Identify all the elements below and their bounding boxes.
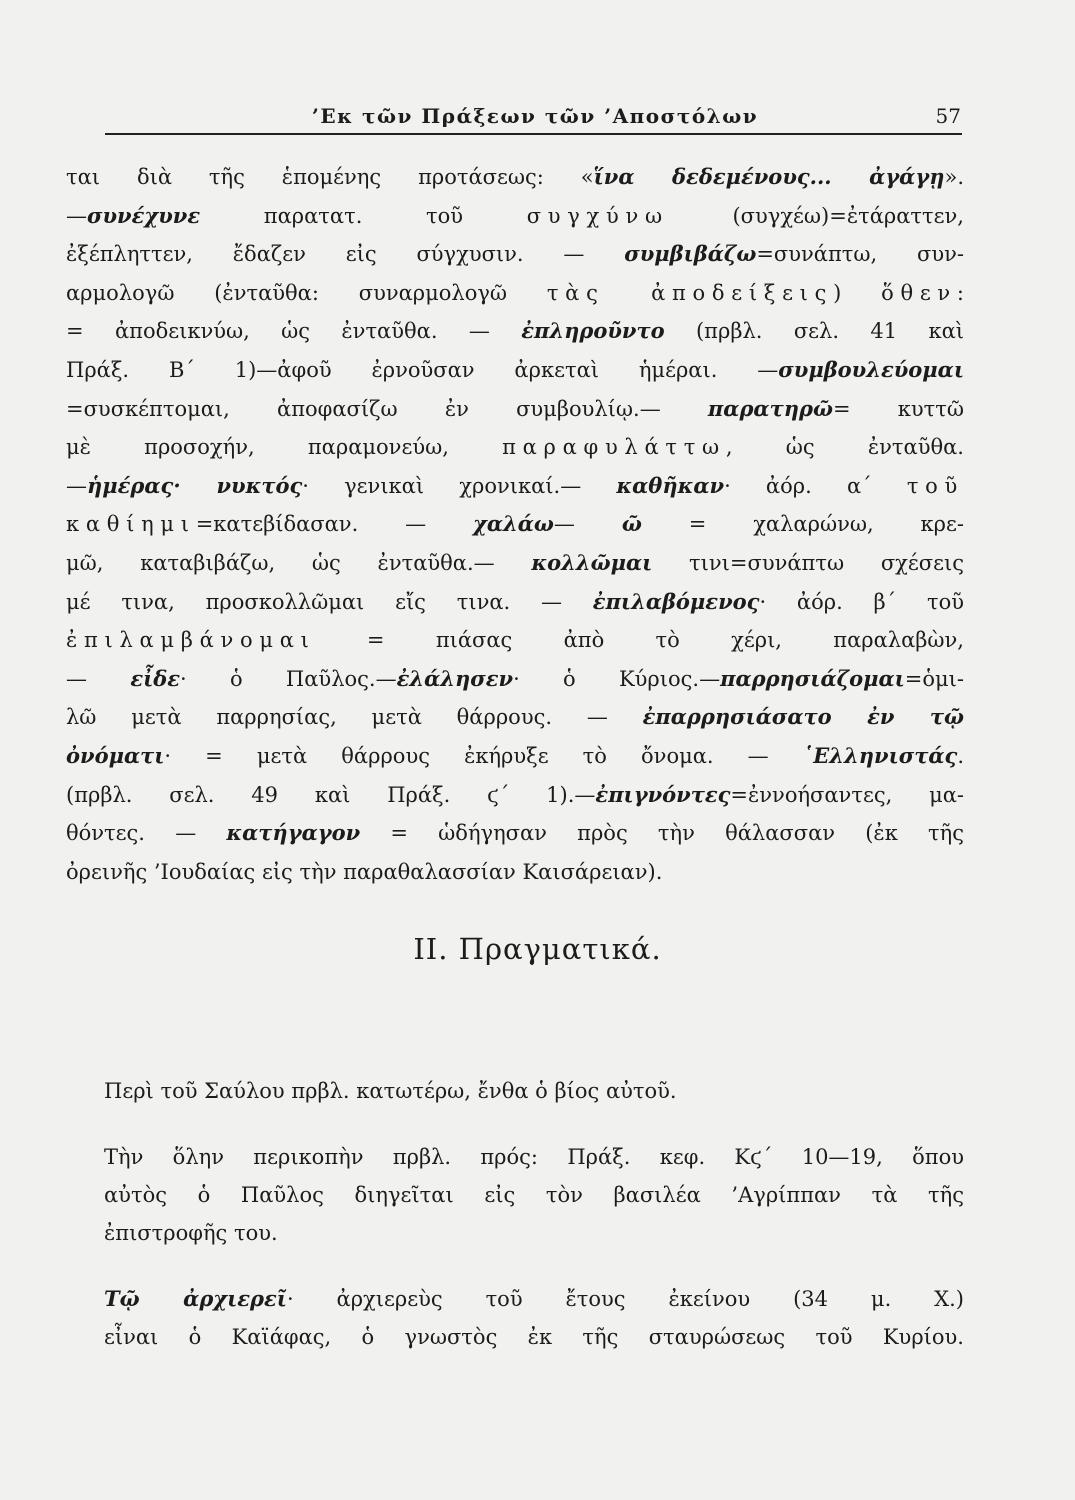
headword: ἐπιλαβόμενος — [592, 588, 760, 614]
paragraph-line — [104, 1280, 964, 1318]
headword: ἐπληροῦντο — [521, 318, 665, 344]
page-number: 57 — [935, 104, 961, 128]
text-run: · γενικαὶ χρονικαί.— — [302, 473, 617, 498]
headword: χαλάω — [473, 511, 554, 537]
text-run: · ἀρχιερεὺς τοῦ ἔτους ἐκείνου (34 μ. Χ.) — [286, 1287, 964, 1311]
glossary-line — [66, 197, 964, 236]
text-run: =συνάπτω, συν- — [756, 242, 964, 267]
text-run: =συσκέπτομαι, ἀποφασίζω ἐν συμβουλίῳ.— — [66, 396, 708, 421]
text-run: Τὴν ὅλην περικοπὴν πρβλ. πρός: Πράξ. κεφ. Κϛ΄ 10—19, ὅπου — [104, 1145, 964, 1169]
paragraph-line — [104, 1318, 964, 1356]
glossary-line — [66, 621, 964, 660]
glossary-line — [66, 853, 964, 892]
text-run: ». — [944, 165, 964, 189]
glossary-line — [66, 235, 964, 274]
running-header-title: ’Εκ τῶν Πράξεων τῶν ’Αποστόλων — [311, 104, 759, 128]
glossary-line — [66, 390, 964, 429]
text-run: Πράξ. Β΄ 1)—ἀφοῦ ἐρνοῦσαν ἀρκεταὶ ἡμέραι. — — [66, 357, 779, 382]
text-run: μέ τινα, προσκολλῶμαι εἴς τινα. — — [66, 589, 593, 614]
glossary-text-block — [66, 158, 964, 891]
text-run: μῶ, καταβιβάζω, ὡς ἐνταῦθα.— — [66, 550, 532, 575]
glossary-line — [66, 312, 964, 351]
text-run: ἐξέπληττεν, ἔδαζεν εἰς σύγχυσιν. — — [66, 242, 625, 267]
glossary-line — [66, 776, 964, 815]
headword: εἶδε — [130, 665, 181, 691]
text-run: — — [66, 473, 87, 498]
headword: ῾Ελληνιστάς — [802, 742, 958, 768]
glossary-line — [66, 158, 964, 197]
header-rule — [105, 133, 962, 135]
text-run: = κυττῶ — [832, 396, 964, 421]
spaced-emphasis: συγχύνω — [526, 203, 669, 228]
headword: ἐλάλησεν — [396, 665, 514, 691]
spaced-emphasis: καθίημι — [66, 512, 196, 537]
text-run: αρμολογῶ (ἐνταῦθα: συναρμολογῶ — [66, 280, 547, 305]
headword: καθῆκαν — [616, 472, 725, 498]
text-run: =κατεβίδασαν. — — [195, 512, 474, 537]
commentary-paragraphs — [104, 1072, 964, 1356]
text-run: τινι=συνάπτω σχέσεις — [652, 550, 964, 575]
text-run: ) — [833, 280, 882, 305]
headword: κατήγαγον — [226, 820, 361, 846]
text-run: · ἀόρ. β΄ τοῦ — [759, 589, 964, 614]
glossary-line — [66, 467, 964, 506]
text-run: ὀρεινῆς ’Ιουδαίας εἰς τὴν παραθαλασσίαν Καισάρειαν). — [66, 859, 663, 884]
glossary-line — [66, 274, 964, 313]
spaced-emphasis: τὰς ἀποδείξεις — [546, 280, 834, 305]
headword: συνέχυνε — [87, 202, 201, 228]
text-run: (πρβλ. σελ. 41 καὶ — [664, 319, 964, 344]
text-run: · ὁ Παῦλος.— — [180, 666, 397, 691]
glossary-line — [66, 544, 964, 583]
glossary-line — [66, 505, 964, 544]
spaced-emphasis: ἐπιλαμβάνομαι — [66, 628, 316, 653]
text-run: θόντες. — — [66, 821, 227, 846]
text-run: — — [66, 666, 131, 691]
text-run: παρατατ. τοῦ — [200, 203, 527, 228]
text-run: , ὡς ἐνταῦθα. — [725, 435, 964, 460]
text-run: = ὡδήγησαν πρὸς τὴν θάλασσαν (ἐκ τῆς — [360, 821, 964, 846]
text-run: εἶναι ὁ Καϊάφας, ὁ γνωστὸς ἐκ τῆς σταυρώσεως τοῦ Κυρίου. — [104, 1325, 964, 1349]
headword: ῶ — [621, 511, 642, 537]
text-run: · ἀόρ. α΄ — [724, 473, 907, 498]
paragraph-gap — [104, 1252, 964, 1280]
spaced-emphasis: τοῦ — [906, 473, 964, 498]
headword: Τῷ ἀρχιερεῖ — [104, 1286, 287, 1311]
glossary-line — [66, 698, 964, 737]
text-run: = χαλαρώνω, κρε- — [641, 512, 964, 537]
paragraph-line — [104, 1138, 964, 1176]
text-run: . — [957, 743, 964, 768]
glossary-line — [66, 660, 964, 699]
text-run: = ἀποδεικνύω, ὡς ἐνταῦθα. — — [66, 319, 522, 344]
text-run: (πρβλ. σελ. 49 καὶ Πράξ. ϛ΄ 1).— — [66, 782, 596, 807]
text-run: μὲ προσοχήν, παραμονεύω, — [66, 435, 503, 460]
spaced-emphasis: ὅθεν — [881, 280, 957, 305]
headword: παρρησιάζομαι — [720, 665, 905, 691]
headword: ἐπαρρησιάσατο ἐν τῷ — [642, 704, 964, 730]
text-run: = πιάσας ἀπὸ τὸ χέρι, παραλαβὼν, — [315, 628, 964, 653]
headword: ἵνα δεδεμένους... ἀγάγῃ — [593, 164, 945, 189]
text-run: Περὶ τοῦ Σαύλου πρβλ. κατωτέρω, ἔνθα ὁ βίος αὐτοῦ. — [104, 1079, 677, 1103]
glossary-line — [66, 814, 964, 853]
headword: ὀνόματι — [66, 742, 165, 768]
text-run: ἐπιστροφῆς του. — [104, 1221, 278, 1245]
text-run: =ἐννοήσαντες, μα- — [730, 782, 964, 807]
headword: συμβιβάζω — [624, 241, 757, 267]
headword: ἐπιγνόντες — [595, 781, 731, 807]
headword: συμβουλεύομαι — [778, 356, 964, 382]
text-run: λῶ μετὰ παρρησίας, μετὰ θάρρους. — — [66, 705, 643, 730]
text-run: ται διὰ τῆς ἑπομένης προτάσεως: « — [66, 165, 594, 189]
glossary-line — [66, 351, 964, 390]
text-run: · ὁ Κύριος.— — [513, 666, 721, 691]
text-run: (συγχέω)=ἐτάραττεν, — [668, 203, 964, 228]
text-run: =ὁμι- — [904, 666, 964, 691]
section-title: II. Πραγματικά. — [413, 932, 662, 966]
text-run: · = μετὰ θάρρους ἐκήρυξε τὸ ὄνομα. — — [164, 743, 803, 768]
headword: παρατηρῶ — [707, 395, 833, 421]
paragraph-line — [104, 1072, 964, 1110]
paragraph-gap — [104, 1110, 964, 1138]
headword: ἡμέρας· νυκτός — [87, 472, 303, 498]
glossary-line — [66, 737, 964, 776]
spaced-emphasis: παραφυλάττω — [502, 435, 726, 460]
paragraph-line — [104, 1176, 964, 1214]
glossary-line — [66, 428, 964, 467]
glossary-line — [66, 583, 964, 622]
running-header — [105, 104, 965, 134]
text-run: — — [66, 203, 87, 228]
paragraph-line — [104, 1214, 964, 1252]
text-run: αὐτὸς ὁ Παῦλος διηγεῖται εἰς τὸν βασιλέα ’Αγρίππαν τὰ τῆς — [104, 1183, 964, 1207]
text-run: : — [956, 280, 964, 305]
headword: κολλῶμαι — [531, 549, 653, 575]
text-run: — — [553, 512, 622, 537]
